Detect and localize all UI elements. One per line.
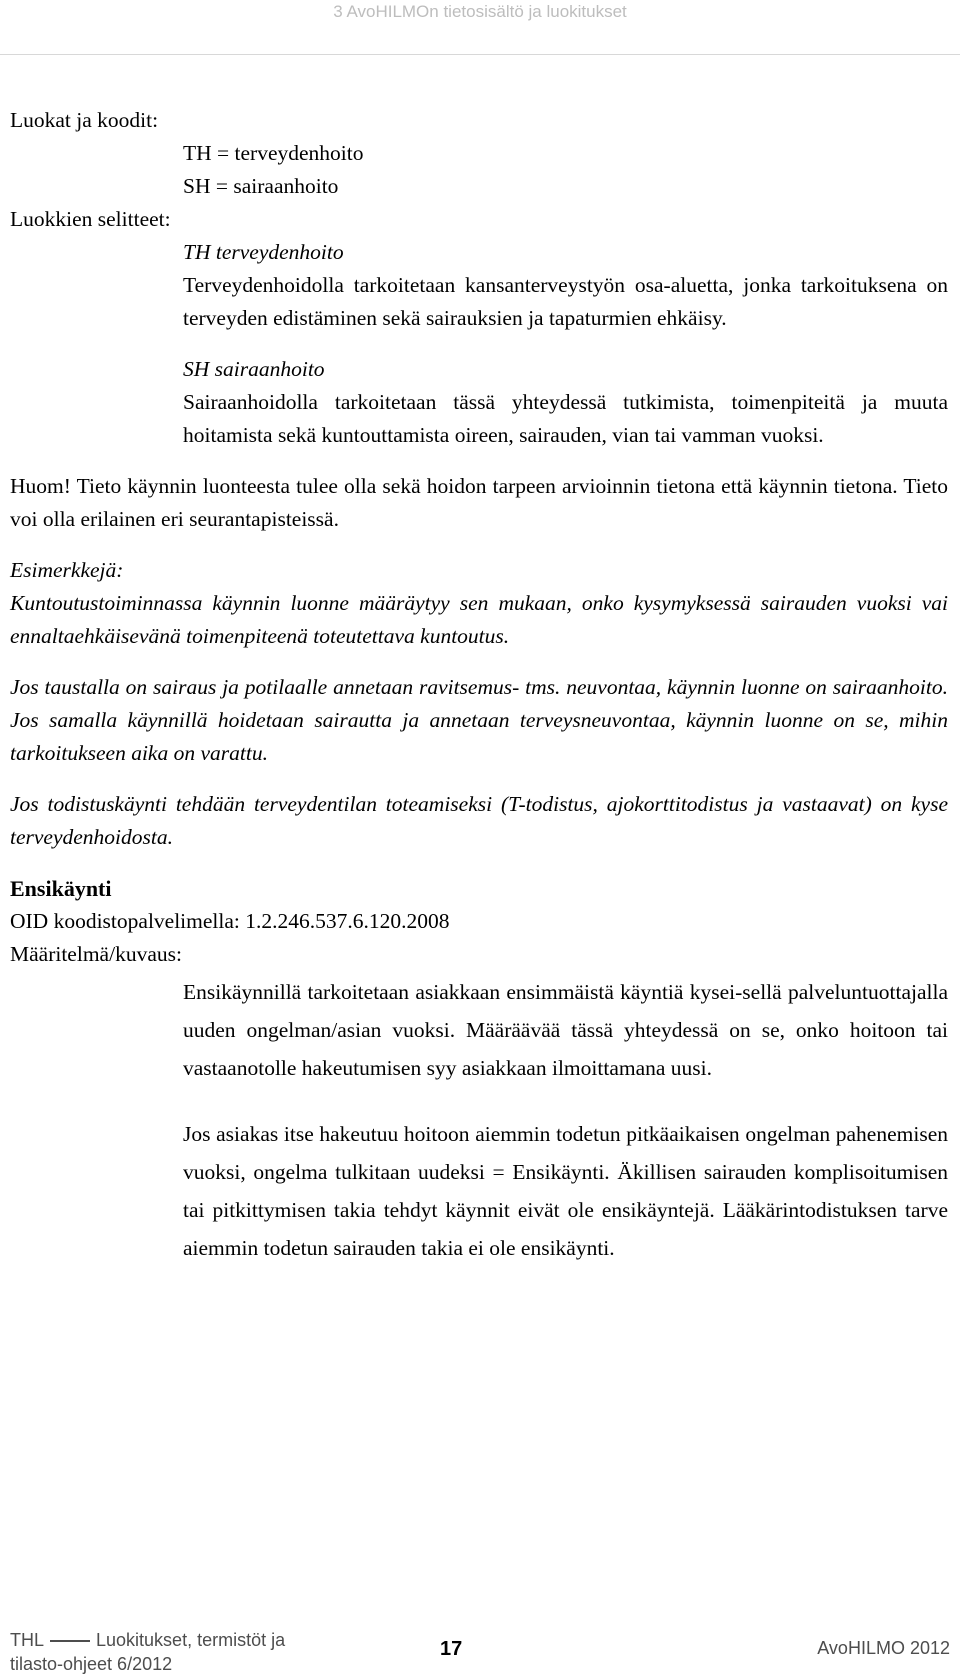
first-visit-oid: OID koodistopalvelimella: 1.2.246.537.6.120.2008: [10, 909, 450, 933]
page-number: 17: [440, 1638, 463, 1660]
example-paragraph-1: Kuntoutustoiminnassa käynnin luonne määräytyy sen mukaan, onko kysymyksessä sairauden vuoksi vai ennaltaehkäisevänä toimenpiteenä toteutettava kuntoutus.: [10, 591, 948, 648]
sh-title: SH sairaanhoito: [183, 357, 325, 381]
th-title: TH terveydenhoito: [183, 240, 344, 264]
example-paragraph-3: Jos todistuskäynti tehdään terveydentilan toteamiseksi (T-todistus, ajokorttitodistus ja vastaavat) on kyse terveydenhoidosta.: [10, 792, 948, 849]
first-visit-definition-2: Jos asiakas itse hakeutuu hoitoon aiemmin todetun pitkäaikaisen ongelman pahenemisen vuoksi, ongelma tulkitaan uudeksi = Ensikäynti. Äkillisen sairauden komplisoitumisen tai pitkittymisen takia tehdyt käynnit eivät ole ensikäyntejä. Lääkärintodistuksen tarve aiemmin todetun sairauden takia ei ole ensikäynti.: [183, 1122, 948, 1260]
first-visit-definition-1: Ensikäynnillä tarkoitetaan asiakkaan ensimmäistä käyntiä kysei-sellä palveluntuottajalla uuden ongelman/asian vuoksi. Määräävää tässä yhteydessä on se, onko hoitoon tai vastaanotolle hakeutumisen syy asiakkaan ilmoittamana uusi.: [183, 980, 948, 1080]
running-header: 3 AvoHILMOn tietosisältö ja luokitukset: [333, 2, 627, 21]
sh-definition: Sairaanhoidolla tarkoitetaan tässä yhteydessä tutkimista, toimenpiteitä ja muuta hoitamista sekä kuntouttamista oireen, sairauden, vian tai vamman vuoksi.: [183, 390, 948, 447]
footer-dash: [50, 1640, 90, 1642]
document-body: [10, 104, 948, 1267]
example-paragraph-2: Jos taustalla on sairaus ja potilaalle annetaan ravitsemus- tms. neuvontaa, käynnin luonne on sairaanhoito. Jos samalla käynnillä hoidetaan sairautta ja annetaan terveysneuvontaa, käynnin luonne on se, mihin tarkoitukseen aika on varattu.: [10, 675, 948, 765]
footer-doc-name: AvoHILMO 2012: [817, 1638, 950, 1658]
footer-publisher: THL: [10, 1630, 45, 1650]
th-definition: Terveydenhoidolla tarkoitetaan kansanterveystyön osa-aluetta, jonka tarkoituksena on terveyden edistäminen sekä sairauksien ja tapaturmien ehkäisy.: [183, 273, 948, 330]
definition-label: Määritelmä/kuvaus:: [10, 942, 182, 966]
footer-series: [10, 1628, 285, 1676]
header-divider: [0, 54, 960, 55]
footer-series-line1: Luokitukset, termistöt ja: [96, 1630, 286, 1650]
explanations-label: Luokkien selitteet:: [10, 207, 171, 231]
page-footer: [10, 1628, 950, 1678]
code-th: TH = terveydenhoito: [183, 141, 364, 165]
examples-label: Esimerkkejä:: [10, 558, 124, 582]
footer-series-line2: tilasto-ohjeet 6/2012: [10, 1654, 173, 1674]
code-sh: SH = sairaanhoito: [183, 174, 339, 198]
note-paragraph: Huom! Tieto käynnin luonteesta tulee olla sekä hoidon tarpeen arvioinnin tietona että käynnin tietona. Tieto voi olla erilainen eri seurantapisteissä.: [10, 474, 948, 531]
classes-label: Luokat ja koodit:: [10, 108, 159, 132]
first-visit-heading: Ensikäynti: [10, 876, 112, 901]
